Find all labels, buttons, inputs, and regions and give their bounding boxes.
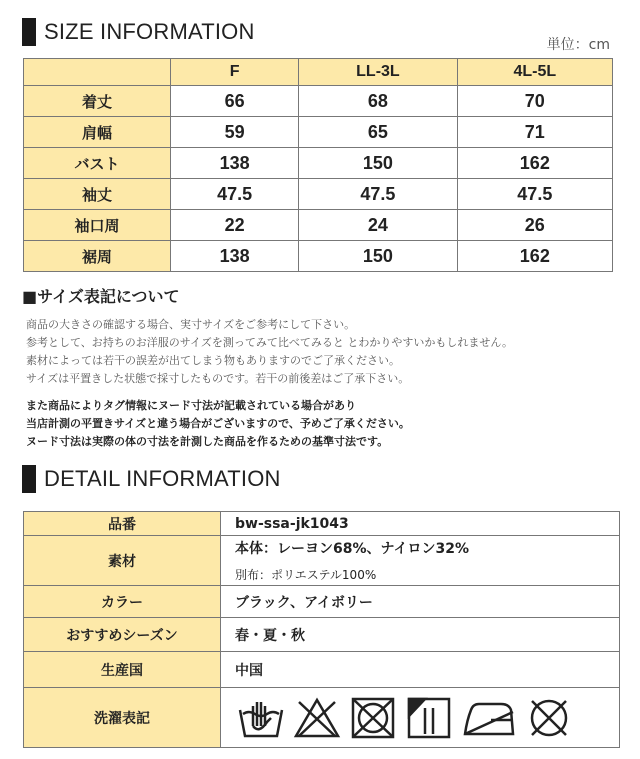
unit-label: 単位：cm bbox=[546, 37, 610, 53]
cell: 47.5 bbox=[171, 179, 299, 210]
cell: 138 bbox=[171, 241, 299, 272]
row-label: 洗濯表記 bbox=[24, 688, 221, 748]
table-row bbox=[24, 210, 613, 241]
table-row bbox=[24, 86, 613, 117]
header-blank-cell bbox=[24, 59, 171, 86]
note-line: サイズは平置きした状態で採寸したものです。若干の前後差はご了承下さい。 bbox=[26, 372, 410, 385]
note-line: 参考として、お持ちのお洋服のサイズを測ってみて比べてみると とわかりやすいかもしれません。 bbox=[26, 336, 514, 349]
table-row bbox=[24, 512, 620, 536]
cell: 65 bbox=[299, 117, 457, 148]
cell: 24 bbox=[299, 210, 457, 241]
cell: 150 bbox=[299, 148, 457, 179]
size-table-header bbox=[24, 59, 613, 86]
row-label: 裾周 bbox=[24, 241, 171, 272]
table-row bbox=[24, 688, 620, 748]
column-header: LL-3L bbox=[299, 59, 457, 86]
cell: 66 bbox=[171, 86, 299, 117]
table-row bbox=[24, 179, 613, 210]
material-sub: 別布：ポリエステル100% bbox=[235, 568, 377, 582]
table-row bbox=[24, 586, 620, 618]
row-label: カラー bbox=[24, 586, 221, 618]
table-row bbox=[24, 536, 620, 586]
material-cell bbox=[221, 536, 620, 586]
table-row bbox=[24, 652, 620, 688]
color-value: ブラック、アイボリー bbox=[221, 586, 620, 618]
table-row bbox=[24, 117, 613, 148]
detail-table bbox=[23, 511, 620, 748]
cell: 162 bbox=[457, 241, 612, 272]
row-label: 袖丈 bbox=[24, 179, 171, 210]
season-value: 春・夏・秋 bbox=[221, 618, 620, 652]
row-label: 肩幅 bbox=[24, 117, 171, 148]
column-header: F bbox=[171, 59, 299, 86]
care-icons-cell bbox=[221, 688, 620, 748]
product-number: bw-ssa-jk1043 bbox=[221, 512, 620, 536]
cell: 71 bbox=[457, 117, 612, 148]
no-bleach-icon bbox=[293, 696, 341, 740]
row-label: 袖口周 bbox=[24, 210, 171, 241]
notes-body bbox=[26, 316, 513, 388]
size-section-title: SIZE INFORMATION bbox=[44, 19, 255, 44]
note-line: また商品によりタグ情報にヌード寸法が記載されている場合があり bbox=[26, 399, 356, 412]
section-marker bbox=[22, 465, 36, 493]
hand-wash-icon bbox=[237, 696, 285, 740]
cell: 138 bbox=[171, 148, 299, 179]
note-line: 素材によっては若干の誤差が出てしまう物もありますのでご了承ください。 bbox=[26, 354, 400, 367]
cell: 162 bbox=[457, 148, 612, 179]
notes-title: ■サイズ表記について bbox=[22, 287, 180, 306]
cell: 70 bbox=[457, 86, 612, 117]
cell: 47.5 bbox=[457, 179, 612, 210]
cell: 59 bbox=[171, 117, 299, 148]
notes-bold-body bbox=[26, 397, 410, 451]
row-label: 素材 bbox=[24, 536, 221, 586]
no-tumble-dry-icon bbox=[349, 696, 397, 740]
no-dry-clean-icon bbox=[525, 696, 573, 740]
line-dry-shade-icon bbox=[405, 696, 453, 740]
section-marker bbox=[22, 18, 36, 46]
row-label: 生産国 bbox=[24, 652, 221, 688]
note-line: 当店計測の平置きサイズと違う場合がございますので、予めご了承ください。 bbox=[26, 417, 410, 430]
row-label: バスト bbox=[24, 148, 171, 179]
table-row bbox=[24, 148, 613, 179]
row-label: 品番 bbox=[24, 512, 221, 536]
size-section-header bbox=[22, 18, 255, 46]
detail-section-title: DETAIL INFORMATION bbox=[44, 466, 281, 491]
note-line: 商品の大きさの確認する場合、実寸サイズをご参考にして下さい。 bbox=[26, 318, 356, 331]
note-line: ヌード寸法は実際の体の寸法を計測した商品を作るための基準寸法です。 bbox=[26, 435, 389, 448]
row-label: おすすめシーズン bbox=[24, 618, 221, 652]
row-label: 着丈 bbox=[24, 86, 171, 117]
cell: 26 bbox=[457, 210, 612, 241]
iron-low-icon bbox=[461, 696, 517, 740]
cell: 68 bbox=[299, 86, 457, 117]
table-row bbox=[24, 618, 620, 652]
material-main: 本体：レーヨン68%、ナイロン32% bbox=[235, 541, 470, 557]
column-header: 4L-5L bbox=[457, 59, 612, 86]
cell: 47.5 bbox=[299, 179, 457, 210]
table-row bbox=[24, 241, 613, 272]
cell: 150 bbox=[299, 241, 457, 272]
cell: 22 bbox=[171, 210, 299, 241]
size-table bbox=[23, 58, 613, 272]
origin-value: 中国 bbox=[221, 652, 620, 688]
detail-section-header bbox=[22, 465, 281, 493]
